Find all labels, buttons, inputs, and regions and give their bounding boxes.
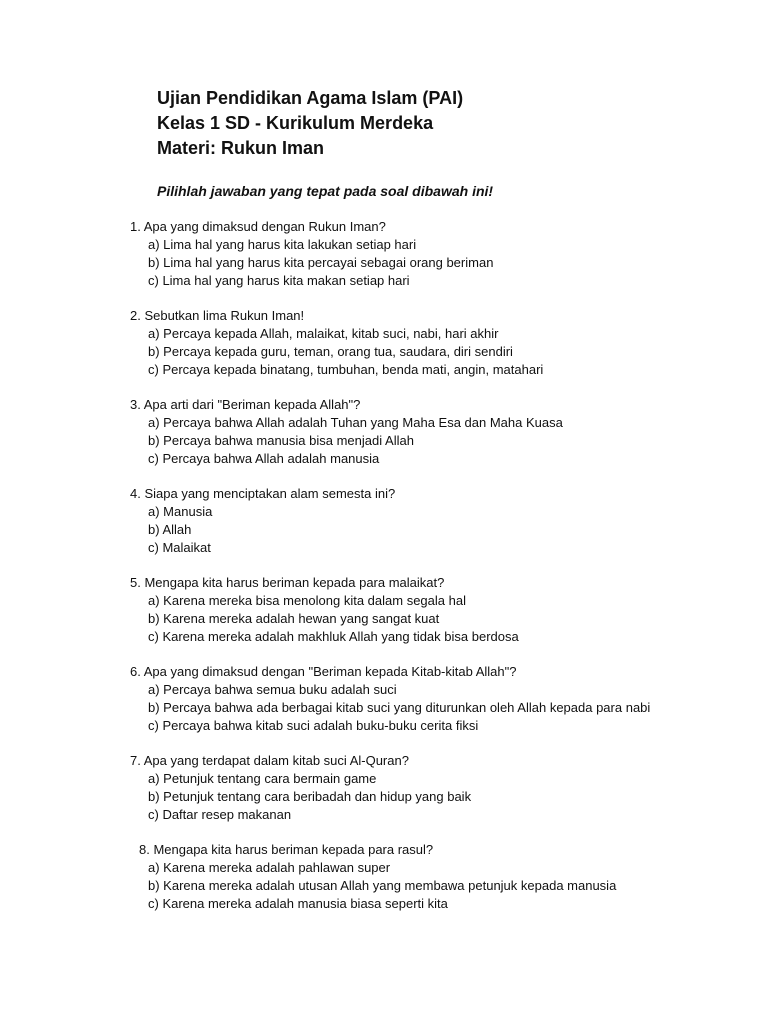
question-text: 8. Mengapa kita harus beriman kepada para rasul?	[139, 842, 434, 857]
answer-options	[130, 325, 678, 379]
answer-option: a) Percaya bahwa Allah adalah Tuhan yang Maha Esa dan Maha Kuasa	[148, 415, 563, 430]
answer-options	[130, 503, 678, 557]
title-material: Materi: Rukun Iman	[157, 138, 325, 158]
answer-option: b) Petunjuk tentang cara beribadah dan hidup yang baik	[148, 789, 472, 804]
answer-option: b) Lima hal yang harus kita percayai sebagai orang beriman	[148, 255, 494, 270]
answer-option: c) Karena mereka adalah manusia biasa seperti kita	[148, 896, 448, 911]
answer-option: b) Karena mereka adalah hewan yang sangat kuat	[148, 611, 440, 626]
question-text: 3. Apa arti dari "Beriman kepada Allah"?	[130, 397, 361, 412]
answer-option: c) Daftar resep makanan	[148, 807, 292, 822]
answer-option: a) Percaya kepada Allah, malaikat, kitab suci, nabi, hari akhir	[148, 326, 499, 341]
question-4	[130, 485, 678, 557]
question-5	[130, 574, 678, 646]
answer-option: c) Karena mereka adalah makhluk Allah yang tidak bisa berdosa	[148, 629, 519, 644]
answer-option: b) Percaya bahwa ada berbagai kitab suci yang diturunkan oleh Allah kepada para nabi	[148, 700, 651, 715]
answer-option: c) Percaya bahwa Allah adalah manusia	[148, 451, 380, 466]
answer-option: b) Percaya kepada guru, teman, orang tua, saudara, diri sendiri	[148, 344, 513, 359]
question-3	[130, 396, 678, 468]
answer-option: a) Karena mereka adalah pahlawan super	[148, 860, 391, 875]
question-text: 2. Sebutkan lima Rukun Iman!	[130, 308, 305, 323]
title-subject: Ujian Pendidikan Agama Islam (PAI)	[157, 88, 464, 108]
document-title	[157, 86, 463, 161]
answer-options	[130, 681, 678, 735]
answer-option: a) Petunjuk tentang cara bermain game	[148, 771, 377, 786]
question-7	[130, 752, 678, 824]
title-grade: Kelas 1 SD - Kurikulum Merdeka	[157, 113, 434, 133]
answer-options	[130, 770, 678, 824]
answer-options	[130, 414, 678, 468]
question-6	[130, 663, 678, 735]
question-1	[130, 218, 678, 290]
answer-option: c) Malaikat	[148, 540, 211, 555]
question-8	[130, 841, 678, 913]
question-text: 5. Mengapa kita harus beriman kepada para malaikat?	[130, 575, 445, 590]
question-text: 4. Siapa yang menciptakan alam semesta ini?	[130, 486, 396, 501]
answer-option: b) Allah	[148, 522, 192, 537]
answer-option: b) Karena mereka adalah utusan Allah yang membawa petunjuk kepada manusia	[148, 878, 617, 893]
question-text: 6. Apa yang dimaksud dengan "Beriman kepada Kitab-kitab Allah"?	[130, 664, 517, 679]
question-text: 1. Apa yang dimaksud dengan Rukun Iman?	[130, 219, 386, 234]
answer-option: a) Percaya bahwa semua buku adalah suci	[148, 682, 397, 697]
answer-option: c) Lima hal yang harus kita makan setiap hari	[148, 273, 410, 288]
answer-option: c) Percaya kepada binatang, tumbuhan, benda mati, angin, matahari	[148, 362, 544, 377]
answer-option: b) Percaya bahwa manusia bisa menjadi Allah	[148, 433, 414, 448]
question-list	[130, 218, 678, 930]
question-2	[130, 307, 678, 379]
answer-option: a) Karena mereka bisa menolong kita dalam segala hal	[148, 593, 466, 608]
answer-options	[130, 592, 678, 646]
answer-option: c) Percaya bahwa kitab suci adalah buku-buku cerita fiksi	[148, 718, 479, 733]
instruction-text: Pilihlah jawaban yang tepat pada soal dibawah ini!	[157, 183, 494, 199]
answer-options	[139, 859, 678, 913]
question-text: 7. Apa yang terdapat dalam kitab suci Al-Quran?	[130, 753, 409, 768]
answer-option: a) Manusia	[148, 504, 213, 519]
answer-options	[130, 236, 678, 290]
answer-option: a) Lima hal yang harus kita lakukan setiap hari	[148, 237, 417, 252]
